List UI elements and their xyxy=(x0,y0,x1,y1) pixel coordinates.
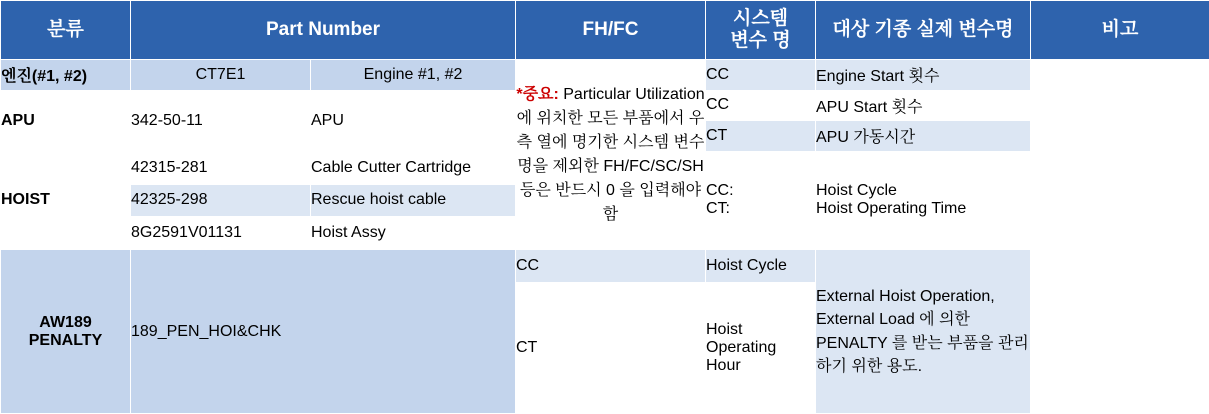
penalty-remark: External Hoist Operation, External Load 에 의한 PENALTY 를 받는 부품을 관리하기 위한 용도. xyxy=(816,250,1031,414)
apu-system-variable-2: CT xyxy=(706,121,816,152)
hoist-part-number-2: 42325-298 xyxy=(131,184,311,217)
penalty-system-variable-2: CT xyxy=(516,282,706,413)
penalty-system-variable-1: CC xyxy=(516,250,706,283)
hoist-actual-variable xyxy=(816,151,1031,249)
penalty-category-line1: AW189 xyxy=(39,313,92,331)
apu-part-desc: APU xyxy=(311,90,516,151)
apu-actual-variable-2: APU 가동시간 xyxy=(816,121,1031,152)
hoist-system-variable xyxy=(706,151,816,249)
table-header-row xyxy=(1,1,1209,60)
apu-remark-1 xyxy=(1031,90,1209,121)
apu-category: APU xyxy=(1,90,131,151)
fh-fc-note xyxy=(516,60,706,250)
header-actual-variable: 대상 기종 실제 변수명 xyxy=(816,1,1031,60)
apu-part-number: 342-50-11 xyxy=(131,90,311,151)
engine-remark xyxy=(1031,60,1209,91)
note-important-label: *중요: xyxy=(516,85,559,103)
apu-remark-2 xyxy=(1031,121,1209,152)
table-row xyxy=(1,60,1209,91)
hoist-part-desc-1: Cable Cutter Cartridge xyxy=(311,151,516,184)
hoist-part-desc-3: Hoist Assy xyxy=(311,217,516,250)
hoist-part-desc-2: Rescue hoist cable xyxy=(311,184,516,217)
engine-system-variable: CC xyxy=(706,60,816,91)
penalty-part-number: 189_PEN_HOI&CHK xyxy=(131,250,516,414)
hoist-category: HOIST xyxy=(1,151,131,249)
penalty-actual-variable-1: Hoist Cycle xyxy=(706,250,816,283)
hoist-actual-variable-line1: Hoist Cycle xyxy=(816,182,897,200)
header-part-number: Part Number xyxy=(131,1,516,60)
engine-part-number: CT7E1 xyxy=(131,60,311,91)
engine-actual-variable: Engine Start 횟수 xyxy=(816,60,1031,91)
header-remark: 비고 xyxy=(1031,1,1209,60)
penalty-category-line2: PENALTY xyxy=(28,331,103,349)
header-category: 분류 xyxy=(1,1,131,60)
hoist-part-number-3: 8G2591V01131 xyxy=(131,217,311,250)
header-system-variable-line1: 시스템 xyxy=(732,8,789,30)
penalty-category xyxy=(1,250,131,414)
hoist-system-variable-line2: CT: xyxy=(706,200,730,218)
hoist-system-variable-line1: CC: xyxy=(706,182,734,200)
note-text: Particular Utilization 에 위치한 모든 부품에서 우측 열에 명기한 시스템 변수명을 제외한 FH/FC/SC/SH 등은 반드시 0 을 입력해야 함 xyxy=(516,85,705,223)
hoist-part-number-1: 42315-281 xyxy=(131,151,311,184)
header-system-variable-line2: 변수 명 xyxy=(730,30,791,51)
hoist-actual-variable-line2: Hoist Operating Time xyxy=(816,200,967,218)
apu-actual-variable-1: APU Start 횟수 xyxy=(816,90,1031,121)
engine-category: 엔진(#1, #2) xyxy=(1,60,131,91)
penalty-actual-variable-2: Hoist Operating Hour xyxy=(706,282,816,413)
header-system-variable xyxy=(706,1,816,60)
apu-system-variable-1: CC xyxy=(706,90,816,121)
hoist-remark xyxy=(1031,151,1209,249)
engine-part-desc: Engine #1, #2 xyxy=(311,60,516,91)
table-row xyxy=(1,250,1209,283)
header-fh-fc: FH/FC xyxy=(516,1,706,60)
